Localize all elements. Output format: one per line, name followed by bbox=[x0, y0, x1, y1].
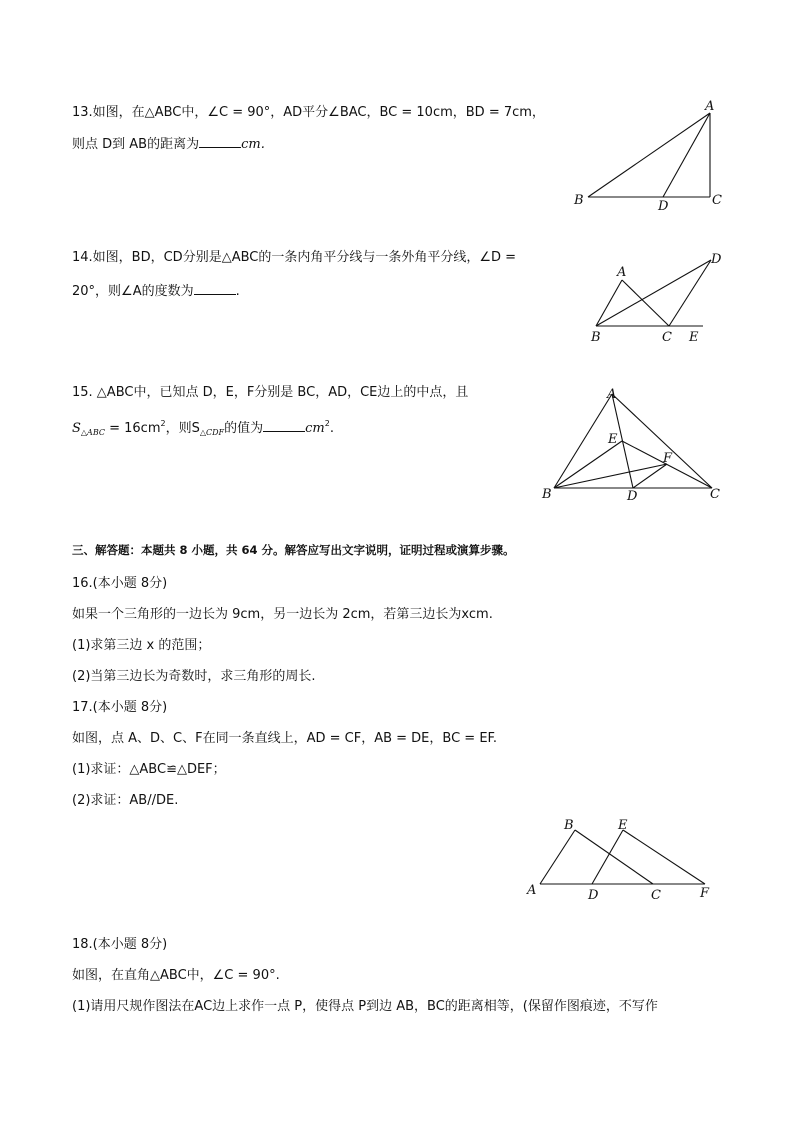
label-D: D bbox=[658, 199, 669, 214]
label-B: B bbox=[564, 818, 574, 833]
label-A: A bbox=[705, 99, 715, 114]
area-subscript-2: △CDF bbox=[199, 428, 225, 437]
answer-blank bbox=[263, 419, 305, 432]
section-title: 三、解答题：本题共 8 小题，共 64 分。解答应写出文字说明，证明过程或演算步骤。 bbox=[72, 543, 515, 557]
label-A: A bbox=[607, 387, 617, 402]
q15-unit-exponent: 2 bbox=[324, 419, 330, 428]
q14-line1: 14.如图，BD，CD分别是△ABC的一条内角平分线与一条外角平分线，∠D = bbox=[72, 250, 517, 265]
q18-line1: 如图，在直角△ABC中，∠C = 90°. bbox=[72, 968, 280, 983]
area-value: = 16cm bbox=[104, 421, 161, 436]
label-A: A bbox=[617, 265, 627, 280]
q13-line2 bbox=[72, 135, 265, 154]
q18-header: 18.(本小题 8分) bbox=[72, 937, 168, 952]
label-F: F bbox=[700, 886, 710, 901]
q15-figure bbox=[540, 385, 725, 505]
label-B: B bbox=[542, 487, 552, 502]
label-B: B bbox=[574, 193, 584, 208]
q14-end: . bbox=[235, 284, 240, 299]
q14-figure bbox=[585, 250, 725, 345]
q16-header: 16.(本小题 8分) bbox=[72, 576, 168, 591]
label-C: C bbox=[651, 888, 661, 903]
q17-figure bbox=[520, 815, 720, 905]
label-F: F bbox=[663, 451, 673, 466]
label-D: D bbox=[588, 888, 599, 903]
q15-line1: 15. △ABC中，已知点 D，E，F分别是 BC，AD，CE边上的中点，且 bbox=[72, 385, 469, 400]
label-E: E bbox=[689, 330, 699, 345]
q14-line2-text: 20°，则∠A的度数为 bbox=[72, 284, 194, 299]
q17-header: 17.(本小题 8分) bbox=[72, 700, 168, 715]
q17-line1: 如图，点 A、D、C、F在同一条直线上，AD = CF，AB = DE，BC = EF. bbox=[72, 731, 498, 746]
label-C: C bbox=[712, 193, 722, 208]
q18-part1: (1)请用尺规作图法在AC边上求作一点 P，使得点 P到边 AB，BC的距离相等，(保留作图痕迹，不写作 bbox=[72, 999, 658, 1014]
area-symbol: S bbox=[72, 421, 81, 436]
q13-line2-text: 则点 D到 AB的距离为 bbox=[72, 137, 200, 152]
label-A: A bbox=[527, 883, 537, 898]
answer-blank bbox=[199, 135, 241, 148]
label-B: B bbox=[591, 330, 601, 345]
q15-mid-text: ，则S bbox=[165, 421, 200, 436]
label-E: E bbox=[618, 818, 628, 833]
q16-part2: (2)当第三边长为奇数时，求三角形的周长. bbox=[72, 669, 316, 684]
label-E: E bbox=[608, 432, 618, 447]
q13-unit: cm. bbox=[241, 137, 265, 152]
q14-line2 bbox=[72, 282, 240, 301]
area-subscript: △ABC bbox=[80, 428, 105, 437]
answer-blank bbox=[194, 282, 236, 295]
q17-part1: (1)求证：△ABC≌△DEF； bbox=[72, 762, 226, 777]
area-exponent: 2 bbox=[160, 419, 166, 428]
q15-unit: cm bbox=[305, 421, 325, 436]
q15-end: . bbox=[329, 421, 334, 436]
q13-figure bbox=[570, 100, 730, 215]
label-C: C bbox=[710, 487, 720, 502]
label-C: C bbox=[662, 330, 672, 345]
q13-line1: 13.如图，在△ABC中，∠C = 90°，AD平分∠BAC，BC = 10cm，BD = 7cm， bbox=[72, 105, 545, 120]
label-D: D bbox=[627, 489, 638, 504]
q15-line2 bbox=[72, 415, 334, 442]
q16-line1: 如果一个三角形的一边长为 9cm，另一边长为 2cm，若第三边长为xcm. bbox=[72, 607, 493, 622]
q15-after-text: 的值为 bbox=[224, 421, 264, 436]
label-D: D bbox=[711, 252, 722, 267]
q16-part1: (1)求第三边 x 的范围； bbox=[72, 638, 211, 653]
q17-part2: (2)求证：AB//DE. bbox=[72, 793, 179, 808]
